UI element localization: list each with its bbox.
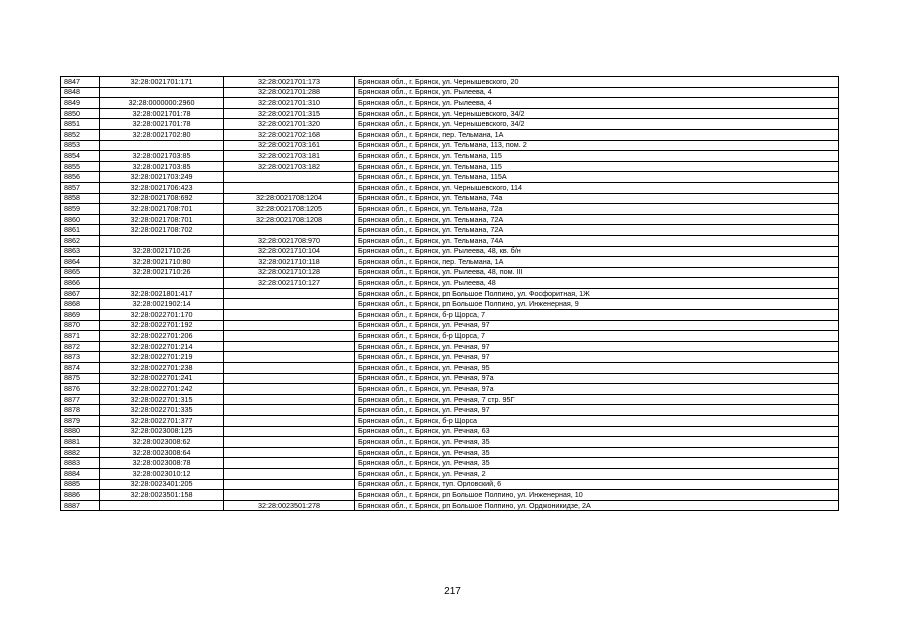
address-cell: Брянская обл., г. Брянск, пер. Тельмана, 1А xyxy=(355,129,839,140)
address-cell: Брянская обл., г. Брянск, ул. Тельмана, 113, пом. 2 xyxy=(355,140,839,151)
address-cell: Брянская обл., г. Брянск, ул. Речная, 97 xyxy=(355,341,839,352)
object-cadastral-number-cell xyxy=(224,320,355,331)
table-row xyxy=(61,437,839,448)
object-cadastral-number-cell xyxy=(224,182,355,193)
table-row xyxy=(61,341,839,352)
table-row xyxy=(61,331,839,342)
row-number-cell: 8850 xyxy=(61,108,100,119)
cadastral-number-cell: 32:28:0023010:12 xyxy=(100,468,224,479)
table-row xyxy=(61,490,839,501)
address-cell: Брянская обл., г. Брянск, ул. Тельмана, 74а xyxy=(355,193,839,204)
address-cell: Брянская обл., г. Брянск, рп Большое Полпино, ул. Фосфоритная, 1Ж xyxy=(355,288,839,299)
cadastral-number-cell: 32:28:0021701:78 xyxy=(100,119,224,130)
row-number-cell: 8860 xyxy=(61,214,100,225)
object-cadastral-number-cell: 32:28:0021703:181 xyxy=(224,151,355,162)
row-number-cell: 8858 xyxy=(61,193,100,204)
row-number-cell: 8847 xyxy=(61,77,100,88)
row-number-cell: 8866 xyxy=(61,278,100,289)
cadastral-number-cell: 32:28:0023401:205 xyxy=(100,479,224,490)
row-number-cell: 8853 xyxy=(61,140,100,151)
row-number-cell: 8873 xyxy=(61,352,100,363)
cadastral-number-cell: 32:28:0021708:692 xyxy=(100,193,224,204)
object-cadastral-number-cell: 32:28:0021708:1204 xyxy=(224,193,355,204)
row-number-cell: 8879 xyxy=(61,416,100,427)
object-cadastral-number-cell: 32:28:0021702:168 xyxy=(224,129,355,140)
table-row xyxy=(61,129,839,140)
cadastral-number-cell: 32:28:0023008:125 xyxy=(100,426,224,437)
cadastral-number-cell: 32:28:0021706:423 xyxy=(100,182,224,193)
cadastral-number-cell xyxy=(100,500,224,511)
table-row xyxy=(61,108,839,119)
object-cadastral-number-cell xyxy=(224,458,355,469)
cadastral-number-cell: 32:28:0000000:2960 xyxy=(100,98,224,109)
row-number-cell: 8856 xyxy=(61,172,100,183)
object-cadastral-number-cell: 32:28:0021701:315 xyxy=(224,108,355,119)
object-cadastral-number-cell xyxy=(224,394,355,405)
cadastral-number-cell: 32:28:0021708:701 xyxy=(100,214,224,225)
object-cadastral-number-cell xyxy=(224,299,355,310)
row-number-cell: 8884 xyxy=(61,468,100,479)
address-cell: Брянская обл., г. Брянск, ул. Речная, 7 стр. 95Г xyxy=(355,394,839,405)
object-cadastral-number-cell: 32:28:0021701:310 xyxy=(224,98,355,109)
table-row xyxy=(61,214,839,225)
cadastral-number-cell xyxy=(100,140,224,151)
cadastral-number-cell: 32:28:0021703:249 xyxy=(100,172,224,183)
cadastral-number-cell: 32:28:0021708:701 xyxy=(100,204,224,215)
table-row xyxy=(61,310,839,321)
table-row xyxy=(61,140,839,151)
table-row xyxy=(61,87,839,98)
cadastral-number-cell: 32:28:0023008:62 xyxy=(100,437,224,448)
object-cadastral-number-cell xyxy=(224,479,355,490)
cadastral-number-cell: 32:28:0022701:170 xyxy=(100,310,224,321)
address-cell: Брянская обл., г. Брянск, ул. Чернышевского, 114 xyxy=(355,182,839,193)
object-cadastral-number-cell xyxy=(224,426,355,437)
address-cell: Брянская обл., г. Брянск, ул. Речная, 97 xyxy=(355,320,839,331)
object-cadastral-number-cell xyxy=(224,384,355,395)
object-cadastral-number-cell: 32:28:0021708:1208 xyxy=(224,214,355,225)
address-cell: Брянская обл., г. Брянск, ул. Тельмана, 115А xyxy=(355,172,839,183)
cadastral-number-cell: 32:28:0022701:238 xyxy=(100,363,224,374)
address-cell: Брянская обл., г. Брянск, ул. Чернышевского, 34/2 xyxy=(355,108,839,119)
address-cell: Брянская обл., г. Брянск, рп Большое Полпино, ул. Орджоникидзе, 2А xyxy=(355,500,839,511)
row-number-cell: 8865 xyxy=(61,267,100,278)
table-row xyxy=(61,352,839,363)
object-cadastral-number-cell: 32:28:0021708:970 xyxy=(224,235,355,246)
cadastral-number-cell: 32:28:0021701:78 xyxy=(100,108,224,119)
object-cadastral-number-cell: 32:28:0023501:278 xyxy=(224,500,355,511)
row-number-cell: 8876 xyxy=(61,384,100,395)
object-cadastral-number-cell xyxy=(224,331,355,342)
row-number-cell: 8855 xyxy=(61,161,100,172)
row-number-cell: 8887 xyxy=(61,500,100,511)
address-cell: Брянская обл., г. Брянск, ул. Тельмана, 72А xyxy=(355,214,839,225)
table-row xyxy=(61,363,839,374)
row-number-cell: 8868 xyxy=(61,299,100,310)
table-row xyxy=(61,416,839,427)
table-row xyxy=(61,225,839,236)
row-number-cell: 8880 xyxy=(61,426,100,437)
address-cell: Брянская обл., г. Брянск, рп Большое Полпино, ул. Инженерная, 10 xyxy=(355,490,839,501)
table-row xyxy=(61,458,839,469)
cadastral-number-cell xyxy=(100,278,224,289)
address-cell: Брянская обл., г. Брянск, ул. Тельмана, 115 xyxy=(355,161,839,172)
row-number-cell: 8854 xyxy=(61,151,100,162)
object-cadastral-number-cell xyxy=(224,373,355,384)
table-row xyxy=(61,299,839,310)
address-cell: Брянская обл., г. Брянск, ул. Чернышевского, 20 xyxy=(355,77,839,88)
address-cell: Брянская обл., г. Брянск, б-р Щорса, 7 xyxy=(355,310,839,321)
cadastral-number-cell: 32:28:0021703:85 xyxy=(100,151,224,162)
address-cell: Брянская обл., г. Брянск, ул. Рылеева, 4 xyxy=(355,98,839,109)
row-number-cell: 8859 xyxy=(61,204,100,215)
cadastral-number-cell: 32:28:0023008:64 xyxy=(100,447,224,458)
table-row xyxy=(61,246,839,257)
table-row xyxy=(61,193,839,204)
row-number-cell: 8872 xyxy=(61,341,100,352)
object-cadastral-number-cell xyxy=(224,310,355,321)
object-cadastral-number-cell: 32:28:0021701:320 xyxy=(224,119,355,130)
address-cell: Брянская обл., г. Брянск, ул. Речная, 2 xyxy=(355,468,839,479)
cadastral-number-cell: 32:28:0021701:171 xyxy=(100,77,224,88)
cadastral-number-cell: 32:28:0022701:206 xyxy=(100,331,224,342)
table-row xyxy=(61,426,839,437)
table-row xyxy=(61,235,839,246)
object-cadastral-number-cell xyxy=(224,288,355,299)
row-number-cell: 8877 xyxy=(61,394,100,405)
object-cadastral-number-cell: 32:28:0021701:288 xyxy=(224,87,355,98)
cadastral-number-cell xyxy=(100,87,224,98)
address-cell: Брянская обл., г. Брянск, ул. Речная, 97а xyxy=(355,384,839,395)
object-cadastral-number-cell xyxy=(224,447,355,458)
object-cadastral-number-cell: 32:28:0021703:161 xyxy=(224,140,355,151)
table-row xyxy=(61,257,839,268)
address-cell: Брянская обл., г. Брянск, пер. Тельмана, 1А xyxy=(355,257,839,268)
cadastral-number-cell: 32:28:0021902:14 xyxy=(100,299,224,310)
table-row xyxy=(61,320,839,331)
address-cell: Брянская обл., г. Брянск, ул. Речная, 35 xyxy=(355,437,839,448)
address-cell: Брянская обл., г. Брянск, ул. Речная, 97 xyxy=(355,352,839,363)
address-cell: Брянская обл., г. Брянск, ул. Тельмана, 72А xyxy=(355,225,839,236)
cadastral-number-cell: 32:28:0021710:26 xyxy=(100,246,224,257)
table-row xyxy=(61,384,839,395)
cadastral-number-cell: 32:28:0022701:214 xyxy=(100,341,224,352)
table-row xyxy=(61,172,839,183)
row-number-cell: 8849 xyxy=(61,98,100,109)
cadastral-number-cell: 32:28:0021710:80 xyxy=(100,257,224,268)
row-number-cell: 8857 xyxy=(61,182,100,193)
cadastral-number-cell: 32:28:0021710:26 xyxy=(100,267,224,278)
table-row xyxy=(61,373,839,384)
object-cadastral-number-cell: 32:28:0021710:104 xyxy=(224,246,355,257)
row-number-cell: 8882 xyxy=(61,447,100,458)
page-number: 217 xyxy=(444,586,461,597)
object-cadastral-number-cell xyxy=(224,437,355,448)
address-cell: Брянская обл., г. Брянск, ул. Речная, 95 xyxy=(355,363,839,374)
address-cell: Брянская обл., г. Брянск, б-р Щорса xyxy=(355,416,839,427)
row-number-cell: 8851 xyxy=(61,119,100,130)
object-cadastral-number-cell: 32:28:0021710:118 xyxy=(224,257,355,268)
table-row xyxy=(61,77,839,88)
row-number-cell: 8852 xyxy=(61,129,100,140)
address-cell: Брянская обл., г. Брянск, ул. Рылеева, 48, кв. б/н xyxy=(355,246,839,257)
cadastral-number-cell: 32:28:0021702:80 xyxy=(100,129,224,140)
property-registry-table xyxy=(60,76,839,511)
cadastral-number-cell xyxy=(100,235,224,246)
row-number-cell: 8869 xyxy=(61,310,100,321)
object-cadastral-number-cell xyxy=(224,468,355,479)
cadastral-number-cell: 32:28:0022701:377 xyxy=(100,416,224,427)
cadastral-number-cell: 32:28:0021708:702 xyxy=(100,225,224,236)
table-row xyxy=(61,500,839,511)
object-cadastral-number-cell: 32:28:0021710:127 xyxy=(224,278,355,289)
address-cell: Брянская обл., г. Брянск, ул. Рылеева, 48 xyxy=(355,278,839,289)
table-row xyxy=(61,267,839,278)
table-row xyxy=(61,405,839,416)
row-number-cell: 8863 xyxy=(61,246,100,257)
address-cell: Брянская обл., г. Брянск, ул. Тельмана, 72а xyxy=(355,204,839,215)
table-row xyxy=(61,288,839,299)
object-cadastral-number-cell xyxy=(224,405,355,416)
cadastral-number-cell: 32:28:0021801:417 xyxy=(100,288,224,299)
row-number-cell: 8867 xyxy=(61,288,100,299)
object-cadastral-number-cell xyxy=(224,352,355,363)
cadastral-number-cell: 32:28:0023501:158 xyxy=(100,490,224,501)
address-cell: Брянская обл., г. Брянск, ул. Речная, 97а xyxy=(355,373,839,384)
cadastral-number-cell: 32:28:0022701:219 xyxy=(100,352,224,363)
address-cell: Брянская обл., г. Брянск, туп. Орловский, 6 xyxy=(355,479,839,490)
object-cadastral-number-cell xyxy=(224,416,355,427)
table-row xyxy=(61,151,839,162)
table-row xyxy=(61,278,839,289)
row-number-cell: 8861 xyxy=(61,225,100,236)
row-number-cell: 8878 xyxy=(61,405,100,416)
row-number-cell: 8886 xyxy=(61,490,100,501)
object-cadastral-number-cell: 32:28:0021710:128 xyxy=(224,267,355,278)
object-cadastral-number-cell xyxy=(224,172,355,183)
address-cell: Брянская обл., г. Брянск, ул. Речная, 35 xyxy=(355,458,839,469)
address-cell: Брянская обл., г. Брянск, рп Большое Полпино, ул. Инженерная, 9 xyxy=(355,299,839,310)
table-row xyxy=(61,182,839,193)
address-cell: Брянская обл., г. Брянск, ул. Тельмана, 74А xyxy=(355,235,839,246)
table-row xyxy=(61,204,839,215)
row-number-cell: 8881 xyxy=(61,437,100,448)
table-row xyxy=(61,119,839,130)
row-number-cell: 8875 xyxy=(61,373,100,384)
row-number-cell: 8870 xyxy=(61,320,100,331)
object-cadastral-number-cell xyxy=(224,225,355,236)
row-number-cell: 8874 xyxy=(61,363,100,374)
cadastral-number-cell: 32:28:0021703:85 xyxy=(100,161,224,172)
registry-table-body xyxy=(61,77,839,511)
row-number-cell: 8883 xyxy=(61,458,100,469)
row-number-cell: 8864 xyxy=(61,257,100,268)
table-row xyxy=(61,479,839,490)
row-number-cell: 8885 xyxy=(61,479,100,490)
cadastral-number-cell: 32:28:0022701:335 xyxy=(100,405,224,416)
address-cell: Брянская обл., г. Брянск, ул. Чернышевского, 34/2 xyxy=(355,119,839,130)
cadastral-number-cell: 32:28:0022701:192 xyxy=(100,320,224,331)
object-cadastral-number-cell: 32:28:0021701:173 xyxy=(224,77,355,88)
row-number-cell: 8871 xyxy=(61,331,100,342)
object-cadastral-number-cell xyxy=(224,490,355,501)
address-cell: Брянская обл., г. Брянск, ул. Тельмана, 115 xyxy=(355,151,839,162)
table-row xyxy=(61,161,839,172)
row-number-cell: 8862 xyxy=(61,235,100,246)
address-cell: Брянская обл., г. Брянск, ул. Речная, 35 xyxy=(355,447,839,458)
address-cell: Брянская обл., г. Брянск, ул. Рылеева, 4 xyxy=(355,87,839,98)
cadastral-number-cell: 32:28:0022701:242 xyxy=(100,384,224,395)
cadastral-number-cell: 32:28:0023008:78 xyxy=(100,458,224,469)
object-cadastral-number-cell xyxy=(224,363,355,374)
address-cell: Брянская обл., г. Брянск, б-р Щорса, 7 xyxy=(355,331,839,342)
object-cadastral-number-cell: 32:28:0021708:1205 xyxy=(224,204,355,215)
address-cell: Брянская обл., г. Брянск, ул. Рылеева, 48, пом. III xyxy=(355,267,839,278)
cadastral-number-cell: 32:28:0022701:241 xyxy=(100,373,224,384)
address-cell: Брянская обл., г. Брянск, ул. Речная, 97 xyxy=(355,405,839,416)
cadastral-number-cell: 32:28:0022701:315 xyxy=(100,394,224,405)
table-row xyxy=(61,98,839,109)
table-row xyxy=(61,447,839,458)
row-number-cell: 8848 xyxy=(61,87,100,98)
object-cadastral-number-cell xyxy=(224,341,355,352)
table-row xyxy=(61,394,839,405)
address-cell: Брянская обл., г. Брянск, ул. Речная, 63 xyxy=(355,426,839,437)
object-cadastral-number-cell: 32:28:0021703:182 xyxy=(224,161,355,172)
table-row xyxy=(61,468,839,479)
